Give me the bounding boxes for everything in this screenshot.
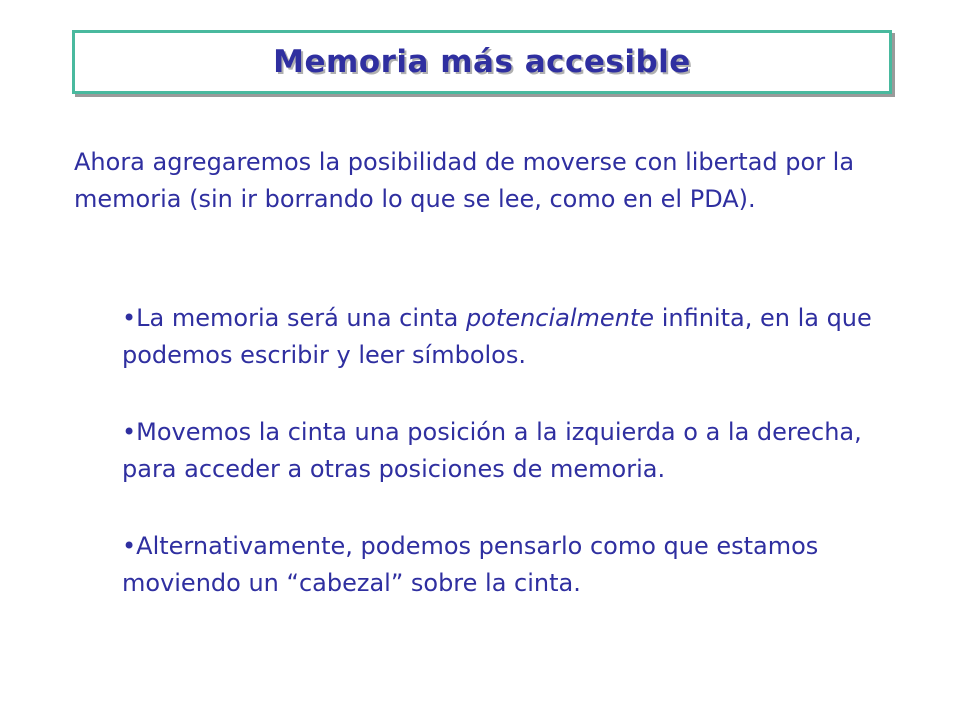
bullet-item-tape [122, 300, 912, 374]
bullet-text: Alternativamente, podemos pensarlo como que estamos moviendo un “cabezal” sobre la cinta. [122, 532, 819, 597]
bullet-item-move [122, 414, 912, 488]
bullet-text-emphasis: potencialmente [466, 304, 655, 332]
bullet-text-after: infinita, en la que podemos escribir y leer símbolos. [122, 304, 872, 369]
bullet-marker: • [122, 532, 137, 560]
bullet-text-before: La memoria será una cinta [136, 304, 466, 332]
bullet-marker: • [122, 418, 137, 446]
bullet-marker: • [122, 304, 137, 332]
slide-title: Memoria más accesible [273, 44, 691, 80]
bullet-text: Movemos la cinta una posición a la izquierda o a la derecha, para acceder a otras posiciones de memoria. [122, 418, 862, 483]
title-box [72, 30, 892, 94]
bullet-list [122, 300, 912, 642]
intro-paragraph: Ahora agregaremos la posibilidad de moverse con libertad por la memoria (sin ir borrando lo que se lee, como en el PDA). [74, 148, 855, 213]
bullet-item-head [122, 528, 912, 602]
